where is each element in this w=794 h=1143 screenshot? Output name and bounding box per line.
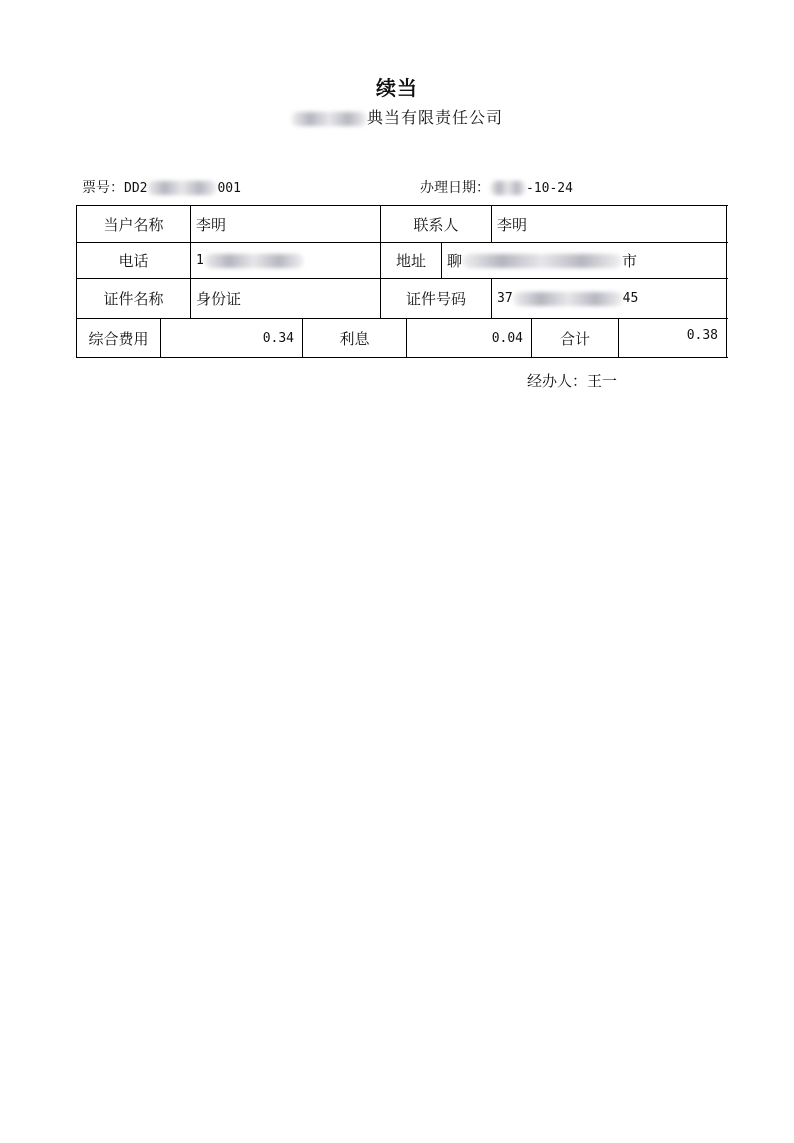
handler-label: 经办人： (527, 372, 588, 390)
total-value: 0.38 (619, 319, 727, 357)
contact-value: 李明 (492, 206, 727, 242)
id-number-suffix: 45 (622, 291, 639, 306)
id-number-value (492, 279, 727, 318)
redacted-date (490, 181, 526, 195)
process-date-label: 办理日期： (420, 180, 490, 196)
ticket-number-suffix: 001 (217, 181, 241, 196)
total-label: 合计 (532, 319, 619, 357)
company-name (0, 105, 794, 128)
ticket-number-prefix: DD2 (124, 181, 148, 196)
table-row (77, 206, 728, 243)
redacted-company-prefix (291, 112, 367, 126)
company-name-text: 典当有限责任公司 (366, 108, 503, 127)
pawner-name-label: 当户名称 (77, 206, 191, 242)
ticket-number (82, 177, 241, 197)
redacted-id-number (513, 292, 623, 306)
id-type-value: 身份证 (191, 279, 381, 318)
table-row (77, 279, 728, 319)
ticket-number-label: 票号： (82, 180, 124, 196)
table-row (77, 319, 728, 358)
fee-label: 综合费用 (77, 319, 161, 357)
redacted-address (462, 254, 622, 268)
table-row (77, 243, 728, 279)
contact-label: 联系人 (381, 206, 492, 242)
phone-label: 电话 (77, 243, 191, 278)
pawn-info-table (76, 205, 728, 358)
address-prefix: 聊 (447, 252, 463, 270)
redacted-ticket-number (147, 181, 217, 195)
pawner-name-value: 李明 (191, 206, 381, 242)
phone-prefix: 1 (196, 253, 204, 268)
id-type-label: 证件名称 (77, 279, 191, 318)
id-number-prefix: 37 (497, 291, 513, 306)
interest-label: 利息 (303, 319, 407, 357)
interest-value: 0.04 (407, 319, 532, 357)
address-value (442, 243, 727, 278)
handler-name: 王一 (587, 372, 618, 390)
address-suffix: 市 (622, 252, 638, 270)
process-date-suffix: -10-24 (526, 181, 573, 196)
address-label: 地址 (381, 243, 442, 278)
fee-value: 0.34 (161, 319, 303, 357)
handler (527, 370, 617, 391)
redacted-phone (204, 254, 304, 268)
process-date (420, 177, 573, 197)
id-number-label: 证件号码 (381, 279, 492, 318)
document-title: 续当 (376, 76, 418, 100)
phone-value (191, 243, 381, 278)
